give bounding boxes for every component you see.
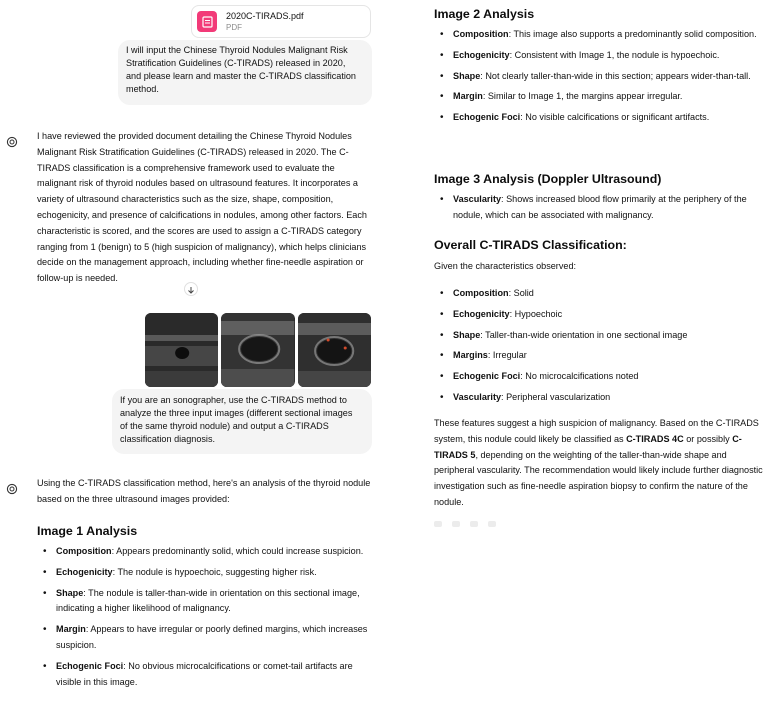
thumbs-up-icon[interactable]: [452, 521, 460, 527]
ultrasound-image-1[interactable]: [145, 313, 218, 387]
assistant-message: I have reviewed the provided document detailing the Chinese Thyroid Nodules Malignant Risk Stratification Guidelines (C-TIRADS) released in 2020. The C-TIRADS classification is a comprehensive framework used to evaluate the malignant risk of thyroid nodules based on ultrasound features. It incorporates a variety of ultrasound characteristics such as the size, shape, composition, echogenicity, and presence of calcifications in nodules, among other factors. Each characteristic is scored, and the scores are used to assign a C-TIRADS category ranging from 1 (benign) to 5 (high suspicion of malignancy), which helps clinicians decide on the management approach, including whether fine-needle aspiration or follow-up is needed.: [37, 131, 367, 284]
pdf-file-icon: [197, 11, 217, 32]
attachment-name: 2020C-TIRADS.pdf: [226, 10, 304, 21]
overall-conclusion: These features suggest a high suspicion of malignancy. Based on the C-TIRADS system, this nodule could likely be classified as C-TIRADS 4C or possibly C-TIRADS 5, depending on the weighting of the taller-than-wide shape and peripheral vascularity. The recommendation would likely include further diagnostic investigation such as fine-needle aspiration biopsy to confirm the nature of the nodule.: [434, 418, 763, 507]
ultrasound-images: [145, 313, 371, 387]
list-item: • Echogenic Foci: No obvious microcalcifications or comet-tail artifacts are visible in this image.: [37, 659, 372, 691]
assistant-logo-icon: [6, 482, 18, 494]
overall-intro: Given the characteristics observed:: [434, 261, 577, 271]
assistant-logo-icon: [6, 135, 18, 147]
list-item: • Vascularity: Shows increased blood flow primarily at the periphery of the nodule, which can be associated with malignancy.: [434, 192, 766, 224]
list-item: • Margin: Similar to Image 1, the margins appear irregular.: [434, 89, 766, 105]
image3-heading: Image 3 Analysis (Doppler Ultrasound): [434, 172, 662, 186]
message-actions: [434, 520, 514, 528]
list-item: • Vascularity: Peripheral vascularization: [434, 390, 766, 406]
image1-list: [37, 544, 372, 695]
list-item: • Composition: Solid: [434, 286, 766, 302]
image2-list: [434, 27, 766, 131]
copy-icon[interactable]: [434, 521, 442, 527]
list-item: • Shape: Taller-than-wide orientation in one sectional image: [434, 328, 766, 344]
list-item: • Shape: The nodule is taller-than-wide in orientation on this sectional image, indicating a higher likelihood of malignancy.: [37, 586, 372, 618]
image2-heading: Image 2 Analysis: [434, 7, 535, 21]
list-item: • Margins: Irregular: [434, 348, 766, 364]
list-item: • Echogenicity: The nodule is hypoechoic, suggesting higher risk.: [37, 565, 372, 581]
list-item: • Echogenic Foci: No microcalcifications noted: [434, 369, 766, 385]
pdf-attachment[interactable]: [191, 5, 371, 38]
overall-heading: Overall C-TIRADS Classification:: [434, 238, 627, 252]
ultrasound-image-3-doppler[interactable]: [298, 313, 371, 387]
list-item: • Composition: Appears predominantly solid, which could increase suspicion.: [37, 544, 372, 560]
list-item: • Shape: Not clearly taller-than-wide in this section; appears wider-than-tall.: [434, 69, 766, 85]
assistant-message-intro: Using the C-TIRADS classification method, here's an analysis of the thyroid nodule based on the three ultrasound images provided:: [37, 478, 371, 504]
arrow-down-icon: [185, 284, 197, 296]
image1-heading: Image 1 Analysis: [37, 524, 138, 538]
scroll-down-button[interactable]: [184, 282, 198, 296]
list-item: • Echogenic Foci: No visible calcifications or significant artifacts.: [434, 110, 766, 126]
user-message: I will input the Chinese Thyroid Nodules Malignant Risk Stratification Guidelines (C-TIRADS) released in 2020, and please learn and master the C-TIRADS classification method.: [118, 40, 372, 105]
image3-list: [434, 192, 766, 229]
list-item: • Margin: Appears to have irregular or poorly defined margins, which increases suspicion.: [37, 622, 372, 654]
user-message: If you are an sonographer, use the C-TIRADS method to analyze the three input images (different sectional images of the same thyroid nodule) and output a C-TIRADS classification diagnosis.: [112, 389, 372, 454]
overall-list: [434, 286, 766, 411]
list-item: • Echogenicity: Hypoechoic: [434, 307, 766, 323]
ultrasound-image-2[interactable]: [221, 313, 294, 387]
list-item: • Echogenicity: Consistent with Image 1, the nodule is hypoechoic.: [434, 48, 766, 64]
regenerate-icon[interactable]: [488, 521, 496, 527]
attachment-type: PDF: [226, 22, 242, 32]
list-item: • Composition: This image also supports a predominantly solid composition.: [434, 27, 766, 43]
thumbs-down-icon[interactable]: [470, 521, 478, 527]
